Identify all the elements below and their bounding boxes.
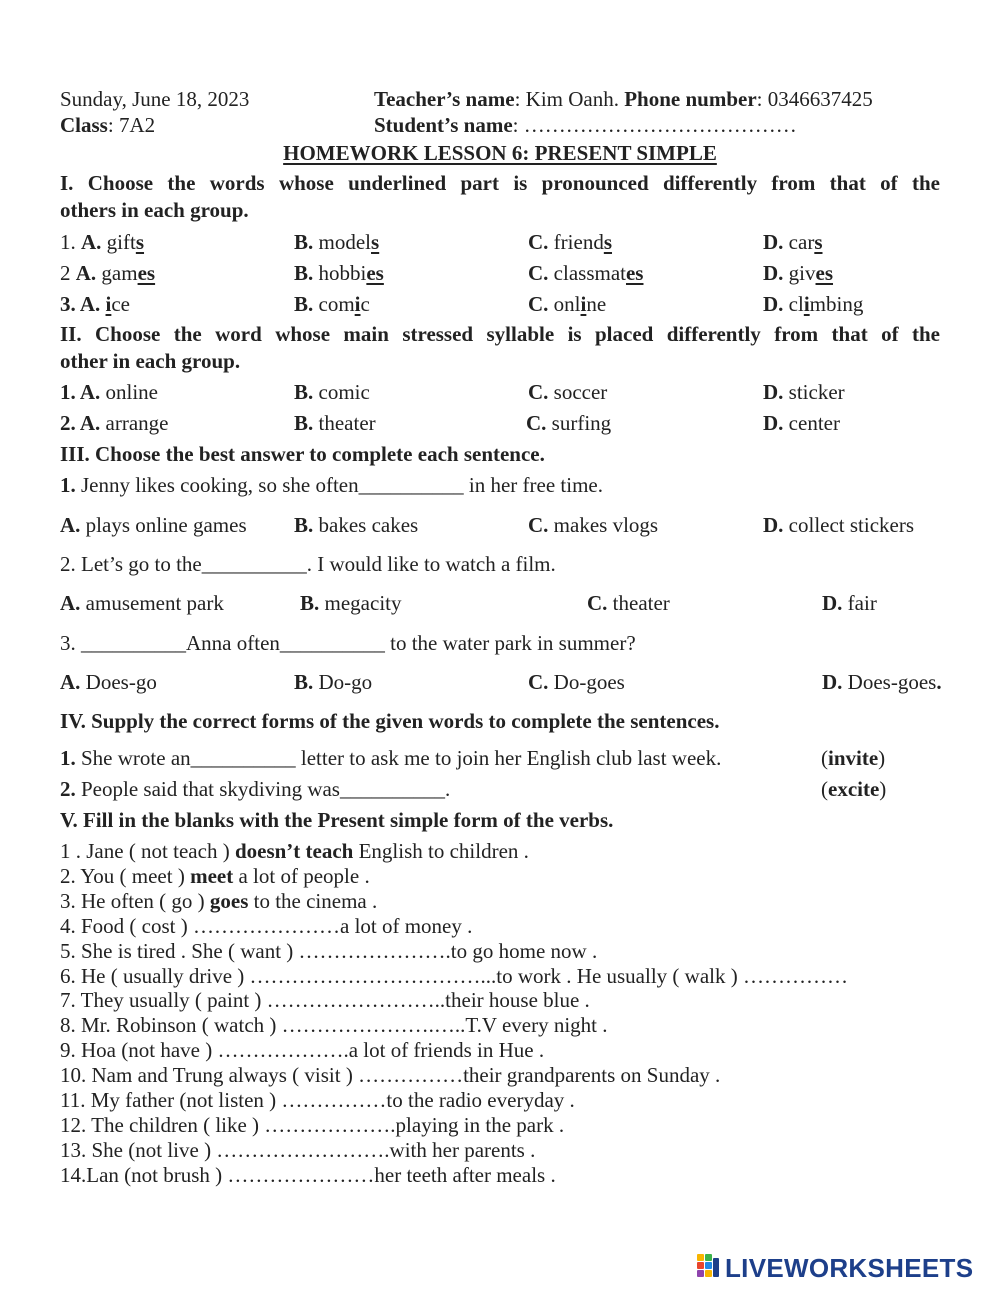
s3-question-2: 2. Let’s go to the__________. I would like to watch a film. (60, 552, 556, 576)
s1-option-a: 1. A. gifts (60, 230, 145, 254)
date: Sunday, June 18, 2023 (60, 87, 250, 111)
s5-line-5: 5. She is tired . She ( want ) ………………….to go home now . (60, 938, 598, 963)
s5-line-10: 10. Nam and Trung always ( visit ) ……………their grandparents on Sunday . (60, 1063, 721, 1088)
s1-option-d: D. climbing (763, 292, 864, 316)
s3-q3-option-c: C. Do-goes (528, 670, 625, 694)
s5-line-8: 8. Mr. Robinson ( watch ) ………………….…..T.V every night . (60, 1013, 608, 1038)
s3-q1-option-b: B. bakes cakes (294, 513, 419, 537)
section-5-heading: V. Fill in the blanks with the Present simple form of the verbs. (60, 808, 614, 832)
s4-q2-word: (excite) (821, 777, 887, 801)
liveworksheets-brand: LIVEWORKSHEETS (725, 1253, 974, 1283)
s5-line-1: 1 . Jane ( not teach ) doesn’t teach English to children . (60, 839, 529, 863)
s5-line-12: 12. The children ( like ) ……………….playing in the park . (60, 1112, 565, 1137)
section-1-heading: I. Choose the words whose underlined part is pronounced differently from that of the others in each group. (60, 171, 940, 222)
s5-exercise-list (60, 839, 848, 1188)
s3-q3-option-d: D. Does-goes. (822, 670, 942, 694)
s3-q3-option-a: A. Does-go (60, 670, 157, 694)
phone-value: : 0346637425 (756, 87, 873, 111)
s4-q1-word: (invite) (821, 746, 886, 770)
s2-option-b: B. comic (294, 380, 370, 404)
s5-line-9: 9. Hoa (not have ) ……………….a lot of friends in Hue . (60, 1038, 545, 1063)
s3-question-1: 1. Jenny likes cooking, so she often__________ in her free time. (60, 473, 603, 497)
s3-q1-option-a: A. plays online games (60, 513, 247, 537)
s2-option-c: C. surfing (526, 411, 612, 435)
phone-label: Phone number (624, 87, 757, 111)
s1-option-a: 2 A. games (60, 261, 156, 285)
section-4-heading: IV. Supply the correct forms of the given words to complete the sentences. (60, 709, 720, 733)
teacher-label: Teacher’s name (374, 87, 515, 111)
s1-option-b: B. models (294, 230, 380, 254)
teacher-info (374, 87, 873, 111)
class-label: Class (60, 113, 108, 137)
s1-option-b: B. comic (294, 292, 370, 316)
s3-q1-option-c: C. makes vlogs (528, 513, 659, 537)
s2-option-c: C. soccer (528, 380, 608, 404)
student-label: Student’s name (374, 113, 513, 137)
s3-q2-option-d: D. fair (822, 591, 877, 615)
s1-option-b: B. hobbies (294, 261, 384, 285)
s4-question-1: 1. She wrote an__________ letter to ask me to join her English club last week. (60, 746, 722, 770)
s3-q3-option-b: B. Do-go (294, 670, 373, 694)
teacher-value: : Kim Oanh. (514, 87, 625, 111)
s3-q2-option-b: B. megacity (300, 591, 402, 615)
s3-q1-option-d: D. collect stickers (763, 513, 915, 537)
class-info (60, 113, 155, 137)
s1-option-c: C. online (528, 292, 607, 316)
s1-option-d: D. gives (763, 261, 834, 285)
s2-option-a: 1. A. online (60, 380, 159, 404)
section-3-heading: III. Choose the best answer to complete each sentence. (60, 442, 545, 466)
s5-line-11: 11. My father (not listen ) ……………to the radio everyday . (60, 1088, 575, 1113)
s2-option-a: 2. A. arrange (60, 411, 169, 435)
s1-option-c: C. friends (528, 230, 613, 254)
s3-question-3: 3. __________Anna often__________ to the water park in summer? (60, 631, 636, 655)
liveworksheets-logo-icon (697, 1254, 721, 1280)
s5-line-14: 14.Lan (not brush ) …………………her teeth after meals . (60, 1162, 556, 1187)
s5-line-7: 7. They usually ( paint ) ……………………..their house blue . (60, 988, 590, 1013)
page-title: HOMEWORK LESSON 6: PRESENT SIMPLE (283, 141, 717, 165)
s3-q2-option-c: C. theater (587, 591, 670, 615)
s5-line-2: 2. You ( meet ) meet a lot of people . (60, 863, 370, 888)
s2-option-b: B. theater (294, 411, 376, 435)
s3-q2-option-a: A. amusement park (60, 591, 224, 615)
section-2-heading: II. Choose the word whose main stressed syllable is placed differently from that of the other in each group. (60, 322, 940, 373)
s5-line-4: 4. Food ( cost ) …………………a lot of money . (60, 913, 473, 938)
student-info (374, 113, 797, 137)
s2-option-d: D. sticker (763, 380, 845, 404)
s5-line-13: 13. She (not live ) …………………….with her parents . (60, 1137, 536, 1162)
s1-option-a: 3. A. ice (60, 292, 131, 316)
class-value: : 7A2 (107, 113, 156, 137)
s5-line-3: 3. He often ( go ) goes to the cinema . (60, 888, 378, 913)
s2-option-d: D. center (763, 411, 840, 435)
s1-option-c: C. classmates (528, 261, 644, 285)
student-value: : ………………………………… (512, 113, 797, 137)
s5-line-6: 6. He ( usually drive ) ……………………………...to work . He usually ( walk ) …………… (60, 963, 848, 988)
s1-option-d: D. cars (763, 230, 823, 254)
liveworksheets-logo[interactable] (697, 1253, 974, 1283)
s4-question-2: 2. People said that skydiving was__________. (60, 777, 451, 801)
